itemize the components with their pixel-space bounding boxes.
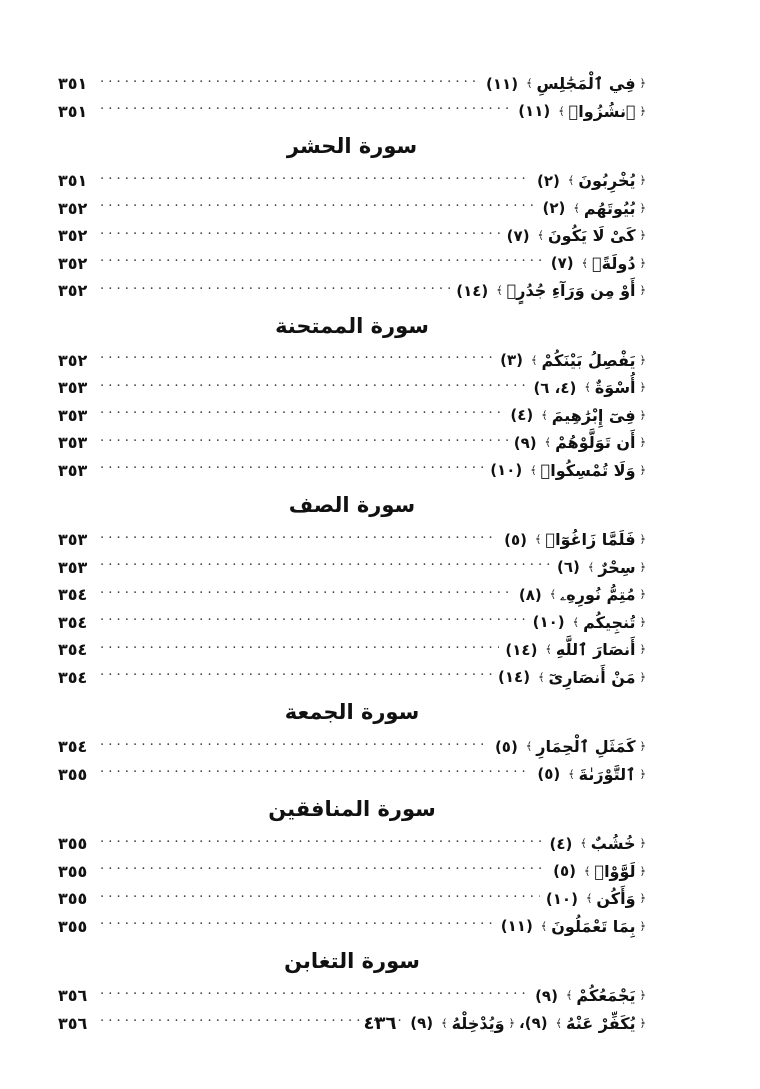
page-number: ٣٥٣ <box>58 378 88 398</box>
close-ornament-icon: ﴾ <box>567 174 575 188</box>
quran-word: ٱنشُزُوا۟ <box>568 101 636 121</box>
close-ornament-icon: ﴾ <box>540 919 548 933</box>
verse-ref: (٢) <box>537 171 560 190</box>
leader-dots <box>100 256 545 270</box>
open-ornament-icon: ﴿ <box>639 533 646 547</box>
page-number: ٣٥٣ <box>58 433 88 453</box>
close-ornament-icon: ﴾ <box>573 201 580 215</box>
index-row <box>58 374 646 402</box>
quran-word: يَفْصِلُ بَيْنَكُمْ <box>541 350 636 370</box>
close-ornament-icon: ﴾ <box>531 353 538 367</box>
close-ornament-icon: ﴾ <box>581 256 589 270</box>
index-entry <box>505 640 646 659</box>
verse-ref: (٤) <box>549 834 573 853</box>
page-number: ٣٥٥ <box>58 889 88 909</box>
quran-word: خُشُبٌ <box>590 834 636 854</box>
close-ornament-icon: ﴾ <box>584 381 591 395</box>
open-ornament-icon: ﴿ <box>639 381 646 395</box>
close-ornament-icon: ﴾ <box>526 77 533 91</box>
close-ornament-icon: ﴾ <box>565 989 573 1003</box>
leader-dots <box>100 989 529 1003</box>
leader-dots <box>100 643 499 657</box>
page-number: ٣٥٤ <box>58 737 88 757</box>
verse-ref: (٤، ٦) <box>533 378 577 397</box>
leader-dots <box>100 533 498 547</box>
close-ornament-icon: ﴾ <box>545 643 552 657</box>
open-ornament-icon: ﴿ <box>639 864 646 878</box>
index-entry <box>504 530 646 549</box>
page-number: ٣٥٤ <box>58 585 88 605</box>
quran-word: أَن تَوَلَّوْهُمْ <box>555 433 636 453</box>
close-ornament-icon: ﴾ <box>584 864 591 878</box>
index-row <box>58 609 646 637</box>
page-number: ٣٥٥ <box>58 764 88 784</box>
open-ornament-icon: ﴿ <box>639 408 646 422</box>
index-entry <box>535 986 646 1005</box>
verse-ref: (٨) <box>518 585 542 604</box>
verse-ref: (٧) <box>550 254 574 273</box>
verse-ref: (١٠) <box>532 613 565 632</box>
page-number: ٣٥٢ <box>58 198 88 218</box>
open-ornament-icon: ﴿ <box>639 989 646 1003</box>
quran-word: مَنْ أَنصَارِىٓ <box>548 667 636 687</box>
verse-ref: (٩)، <box>519 1014 548 1033</box>
verse-ref: (٥) <box>537 765 561 784</box>
close-ornament-icon: ﴾ <box>535 533 542 547</box>
verse-ref: (٥) <box>494 737 518 756</box>
leader-dots <box>100 919 495 933</box>
close-ornament-icon: ﴾ <box>572 615 580 629</box>
page-number: ٣٥٢ <box>58 281 88 301</box>
index-row <box>58 830 646 858</box>
leader-dots <box>100 892 540 906</box>
page-number: ٣٥٢ <box>58 350 88 370</box>
page-number: ٣٥٢ <box>58 253 88 273</box>
verse-ref: (٥) <box>504 530 528 549</box>
index-entry <box>551 254 646 273</box>
leader-dots <box>100 174 531 188</box>
index-entry <box>519 585 646 605</box>
open-ornament-icon: ﴿ <box>639 463 646 477</box>
open-ornament-icon: ﴿ <box>639 588 646 602</box>
leader-dots <box>100 463 484 477</box>
page-number: ٣٥٣ <box>58 405 88 425</box>
page-number: ٣٥٢ <box>58 226 88 246</box>
index-entry <box>510 406 646 425</box>
close-ornament-icon: ﴾ <box>541 408 548 422</box>
index-row <box>58 429 646 457</box>
verse-ref: (٩) <box>513 433 537 452</box>
page-number: ٣٥٤ <box>58 667 88 687</box>
verse-ref: (٩) <box>410 1014 434 1033</box>
close-ornament-icon: ﴾ <box>555 1016 563 1030</box>
leader-dots <box>100 353 494 367</box>
close-ornament-icon: ﴾ <box>568 767 575 781</box>
open-ornament-icon: ﴿ <box>639 670 646 684</box>
close-ornament-icon: ﴾ <box>537 229 544 243</box>
verse-ref: (١٤) <box>498 668 531 687</box>
verse-ref: (١٤) <box>456 281 489 300</box>
leader-dots <box>100 740 489 754</box>
index-row <box>58 982 646 1010</box>
verse-ref: (١٠) <box>490 461 523 480</box>
close-ornament-icon: ﴾ <box>580 837 587 851</box>
quran-word: وَلَا تُمْسِكُوا۟ <box>540 460 636 480</box>
open-ornament-icon: ﴿ <box>639 353 646 367</box>
leader-dots <box>100 837 543 851</box>
index-row <box>58 526 646 554</box>
leader-dots <box>100 436 508 450</box>
page-number: ٣٥٥ <box>58 916 88 936</box>
quran-word: بِمَا تَعْمَلُونَ <box>551 916 636 936</box>
open-ornament-icon: ﴿ <box>639 77 646 91</box>
verse-ref: (٧) <box>506 226 530 245</box>
close-ornament-icon: ﴾ <box>544 436 552 450</box>
surah-heading: سورة الجمعة <box>284 700 420 724</box>
index-row <box>58 636 646 664</box>
surah-heading: سورة الحشر <box>286 134 418 158</box>
index-entry <box>514 433 646 452</box>
leader-dots <box>100 381 527 395</box>
open-ornament-icon: ﴿ <box>639 1016 646 1030</box>
index-group <box>58 788 646 940</box>
index-entry <box>543 199 646 218</box>
page-number: ٣٥٦ <box>58 986 88 1006</box>
index-entry <box>456 281 646 300</box>
verse-ref: (١٤) <box>505 640 538 659</box>
index-row <box>58 761 646 789</box>
index-group <box>58 70 646 125</box>
close-ornament-icon: ﴾ <box>549 588 557 602</box>
close-ornament-icon: ﴾ <box>538 670 545 684</box>
open-ornament-icon: ﴿ <box>639 837 646 851</box>
quran-word: فِىٓ إِبْرَٰهِيمَ <box>551 405 636 425</box>
index-row <box>58 554 646 582</box>
quran-word: ٱلتَّوْرَىٰةَ <box>578 764 636 784</box>
leader-dots <box>100 864 547 878</box>
quran-word: دُولَةًۢ <box>592 253 636 273</box>
index-entry <box>498 668 646 687</box>
leader-dots <box>100 77 480 91</box>
index-entry <box>537 765 646 784</box>
page-number: ٣٥١ <box>58 74 88 94</box>
index-row <box>58 195 646 223</box>
index-entry <box>537 171 646 190</box>
page-number: ٣٥٤ <box>58 612 88 632</box>
verse-ref: (١١) <box>518 102 551 121</box>
leader-dots <box>100 408 504 422</box>
page-number: ٣٥٣ <box>58 530 88 550</box>
quran-word: أَنصَارَ ٱللَّهِ <box>555 640 636 660</box>
open-ornament-icon: ﴿ <box>639 284 646 298</box>
index-row <box>58 167 646 195</box>
close-ornament-icon: ﴾ <box>585 892 593 906</box>
index-row <box>58 222 646 250</box>
leader-dots <box>100 229 501 243</box>
index-row <box>58 858 646 886</box>
index-row <box>58 347 646 375</box>
index-row <box>58 581 646 609</box>
open-ornament-icon: ﴿ <box>639 104 646 118</box>
verse-ref: (٩) <box>535 986 558 1005</box>
open-ornament-icon: ﴿ <box>639 643 646 657</box>
verse-ref: (١١) <box>486 74 519 93</box>
quran-word: كَىْ لَا يَكُونَ <box>548 226 636 246</box>
surah-heading: سورة الممتحنة <box>275 313 429 338</box>
index-row <box>58 402 646 430</box>
index-row <box>58 70 646 98</box>
quran-word: يَجْمَعُكُمْ <box>576 986 636 1006</box>
index-row <box>58 913 646 941</box>
index-group <box>58 691 646 788</box>
index-row <box>58 277 646 305</box>
leader-dots <box>100 104 512 118</box>
verse-ref: (٥) <box>553 862 577 881</box>
open-ornament-icon: ﴿ <box>639 615 646 629</box>
page-number: ٣٥٦ <box>58 1013 88 1033</box>
index-entry <box>553 862 646 881</box>
page-number: ٣٥١ <box>58 101 88 121</box>
page-number: ٣٥٣ <box>58 460 88 480</box>
open-ornament-icon: ﴿ <box>639 436 646 450</box>
page-number: ٣٥٣ <box>58 557 88 577</box>
page-number: ٣٥١ <box>58 171 88 191</box>
leader-dots <box>100 615 527 629</box>
close-ornament-icon: ﴾ <box>558 104 565 118</box>
leader-dots <box>100 284 450 298</box>
quran-word: يُكَفِّرْ عَنْهُ <box>566 1013 636 1033</box>
index-entry <box>500 351 646 370</box>
quran-word: لَوَّوْا۟ <box>594 861 636 881</box>
page-number: ٣٥٥ <box>58 861 88 881</box>
index-entry <box>533 378 646 397</box>
quran-word: وَيُدْخِلْهُ <box>451 1013 505 1033</box>
leader-dots <box>100 588 513 602</box>
page-number: ٣٥٤ <box>58 640 88 660</box>
index-entry <box>518 102 646 121</box>
index-row <box>58 733 646 761</box>
quran-word: فَلَمَّا زَاغُوٓا۟ <box>545 530 636 550</box>
leader-dots <box>100 670 492 684</box>
index-entry <box>501 917 646 936</box>
index-page <box>58 70 646 1037</box>
quran-word: أُسْوَةٌ <box>594 378 636 398</box>
leader-dots <box>100 560 551 574</box>
surah-heading: سورة الصف <box>288 493 416 517</box>
index-entry <box>533 613 646 632</box>
open-ornament-icon: ﴿ <box>639 174 646 188</box>
verse-ref: (٤) <box>510 406 534 425</box>
index-group <box>58 125 646 305</box>
quran-word: بُيُوتَهُم <box>583 198 636 218</box>
index-group <box>58 484 646 691</box>
quran-word: تُنجِيكُم <box>583 612 636 632</box>
index-row <box>58 250 646 278</box>
verse-ref: (١١) <box>500 917 533 936</box>
surah-heading: سورة التغابن <box>284 949 420 973</box>
index-entry <box>490 461 646 480</box>
open-ornament-icon: ﴿ <box>639 256 646 270</box>
index-entry <box>549 834 646 853</box>
verse-ref: (٣) <box>500 351 524 370</box>
index-row <box>58 457 646 485</box>
open-ornament-icon: ﴿ <box>639 229 646 243</box>
page-number: ٣٥٥ <box>58 834 88 854</box>
verse-ref: (٦) <box>557 558 580 577</box>
close-ornament-icon: ﴾ <box>530 463 537 477</box>
footer-page-number: ٤٣٦ <box>363 1013 397 1034</box>
index-row <box>58 664 646 692</box>
open-ornament-icon: ﴿ <box>639 560 646 574</box>
open-ornament-icon: ﴿ <box>639 767 646 781</box>
quran-word: أَوْ مِن وَرَآءِ جُدُرٍۭ <box>506 281 636 301</box>
quran-word: سِحْرٌ <box>598 557 636 577</box>
open-ornament-icon: ﴿ <box>639 740 646 754</box>
open-ornament-icon: ﴿ <box>639 201 646 215</box>
leader-dots <box>100 201 537 215</box>
quran-word: كَمَثَلِ ٱلْحِمَارِ <box>536 737 636 757</box>
index-entry <box>495 737 646 756</box>
index-entry <box>486 74 646 93</box>
surah-heading: سورة المنافقين <box>268 797 436 821</box>
index-row <box>58 98 646 126</box>
verse-ref: (٢) <box>542 199 566 218</box>
leader-dots <box>100 767 531 781</box>
open-ornament-icon: ﴿ <box>639 892 646 906</box>
quran-word: يُخْرِبُونَ <box>578 171 636 191</box>
close-ornament-icon: ﴾ <box>587 560 595 574</box>
index-entry <box>557 558 646 577</box>
close-ornament-icon: ﴾ <box>496 284 503 298</box>
quran-word: فِي ٱلْمَجَٰلِسِ <box>536 74 636 94</box>
open-ornament-icon: ﴿ <box>639 919 646 933</box>
close-ornament-icon: ﴾ <box>525 740 533 754</box>
quran-word: مُتِمُّ نُورِهِۦ <box>560 584 636 604</box>
verse-ref: (١٠) <box>545 889 578 908</box>
index-row <box>58 885 646 913</box>
index-entry <box>546 889 646 908</box>
index-entry <box>507 226 646 245</box>
index-group <box>58 305 646 485</box>
open-ornament-icon: ﴿ <box>508 1016 515 1030</box>
close-ornament-icon: ﴾ <box>441 1016 448 1030</box>
quran-word: وَأَكُن <box>596 889 636 909</box>
